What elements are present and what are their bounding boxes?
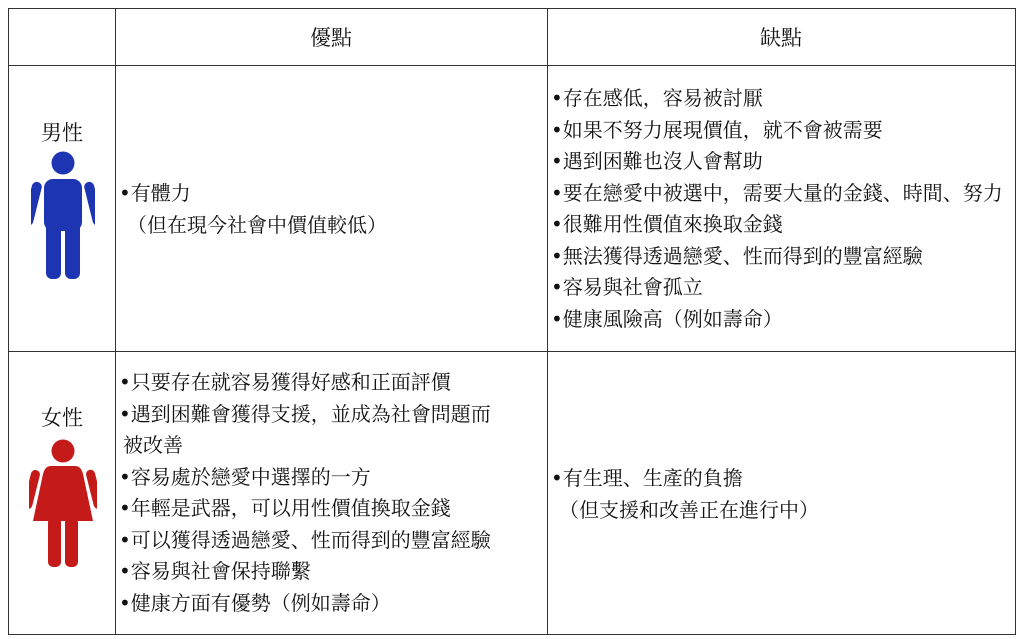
list-item: •無法獲得透過戀愛、性而得到的豐富經驗 (551, 243, 923, 268)
male-person-icon (31, 151, 95, 281)
list-item: •存在感低，容易被討厭 (551, 86, 763, 110)
header-pros: 優點 (310, 26, 352, 50)
male-pros-list (119, 178, 387, 241)
list-item: •容易處於戀愛中選擇的一方 (119, 464, 371, 489)
header-cons: 缺點 (760, 26, 802, 50)
list-item: •遇到困難也沒人會幫助 (551, 149, 763, 173)
female-cons-list (551, 463, 819, 526)
list-item: •有生理、生產的負擔 (551, 466, 743, 490)
female-person-icon (29, 439, 97, 569)
list-item: •可以獲得透過戀愛、性而得到的豐富經驗 (119, 527, 491, 552)
list-item: •年輕是武器，可以用性價值換取金錢 (119, 496, 451, 520)
header-corner (9, 9, 115, 65)
column-divider (547, 9, 548, 634)
column-divider (115, 9, 116, 634)
comparison-table (8, 8, 1016, 635)
list-item: •很難用性價值來換取金錢 (551, 212, 783, 236)
list-item: •容易與社會孤立 (551, 275, 703, 299)
list-item: •要在戀愛中被選中，需要大量的金錢、時間、努力 (551, 180, 1003, 205)
row-divider (9, 65, 1015, 66)
list-item: （但支援和改善正在進行中） (559, 497, 819, 522)
list-item: •遇到困難會獲得支援，並成為社會問題而 (119, 401, 491, 426)
female-pros-list (119, 367, 491, 619)
list-item: （但在現今社會中價值較低） (127, 212, 387, 237)
list-item: 被改善 (123, 433, 183, 457)
list-item: •如果不努力展現價值，就不會被需要 (551, 117, 883, 142)
row-divider (9, 351, 1015, 352)
list-item: •容易與社會保持聯繫 (119, 559, 311, 583)
list-item: •健康風險高（例如壽命） (551, 306, 783, 331)
male-cons-list (551, 83, 1003, 335)
row-label-female: 女性 (41, 406, 83, 430)
row-label-male: 男性 (41, 121, 83, 145)
list-item: •有體力 (119, 181, 191, 205)
list-item: •健康方面有優勢（例如壽命） (119, 590, 391, 615)
list-item: •只要存在就容易獲得好感和正面評價 (119, 370, 451, 394)
